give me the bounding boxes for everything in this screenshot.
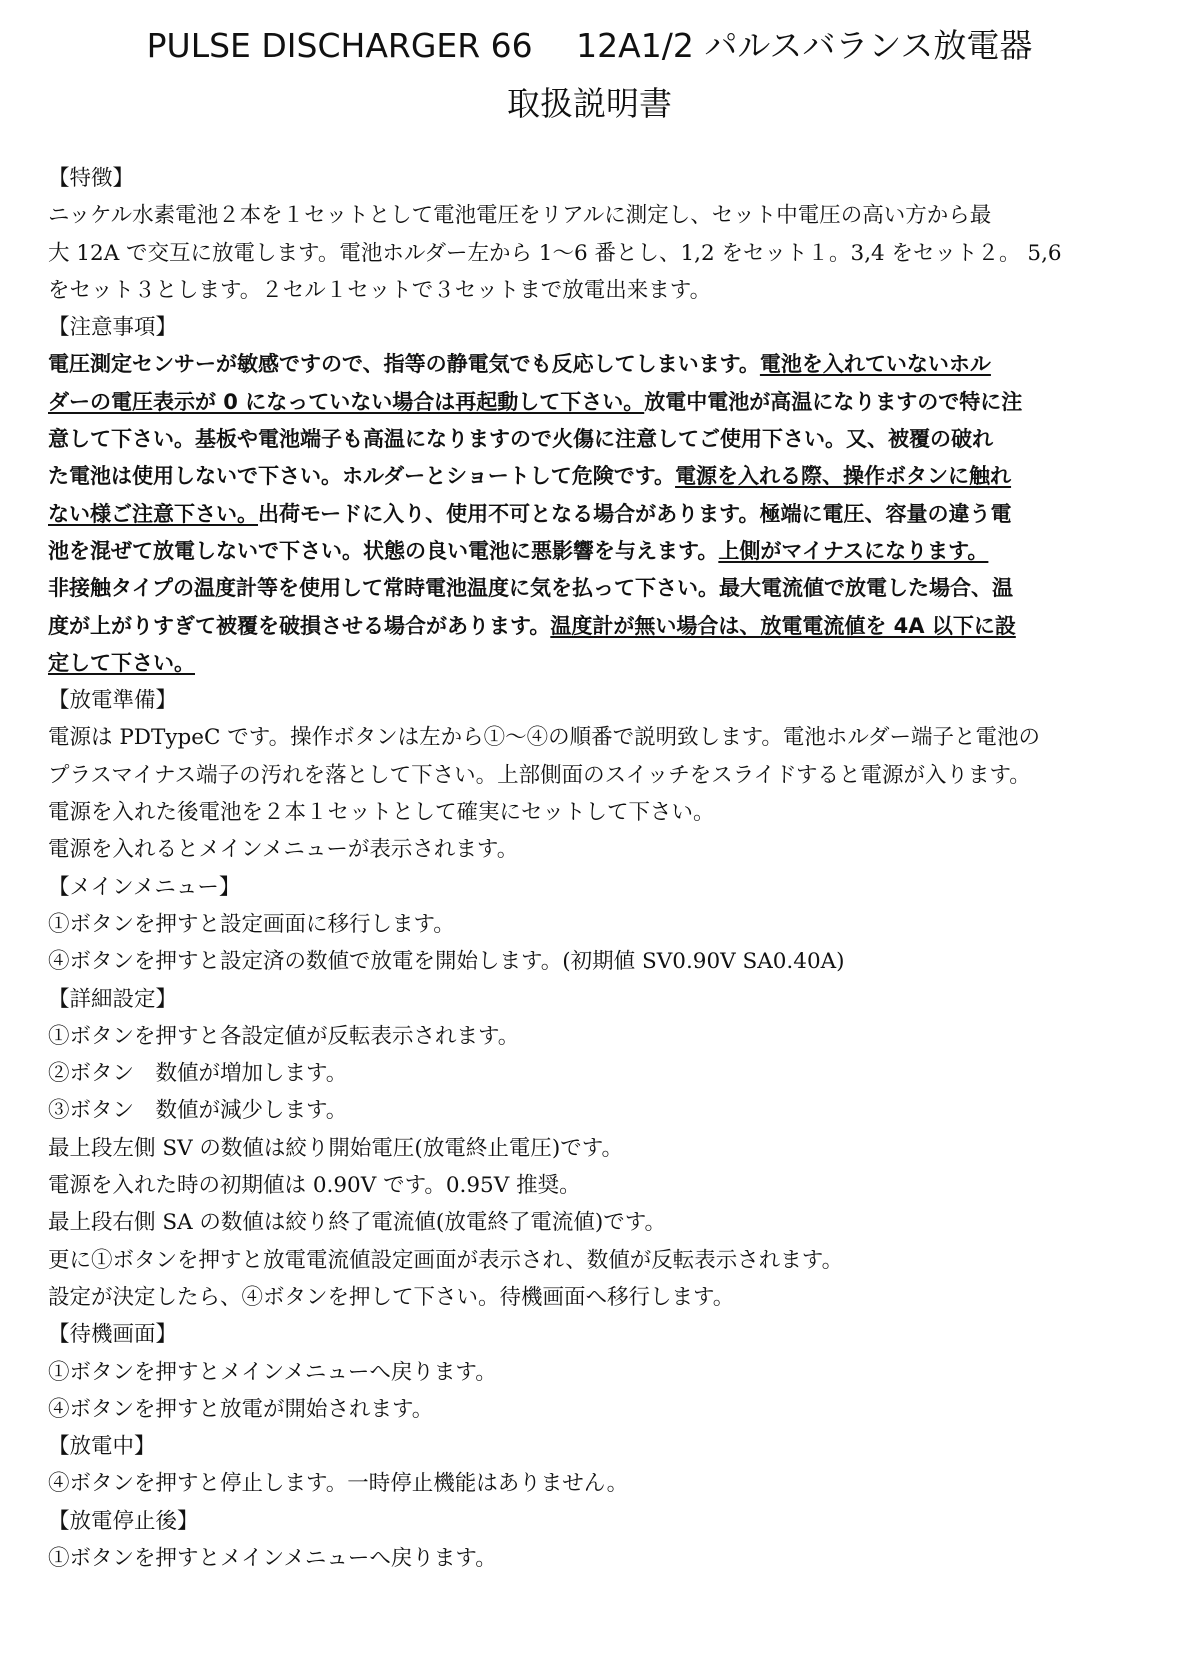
caution-line: [48, 458, 1130, 495]
discharging-line: ④ボタンを押すと停止します。一時停止機能はありません。: [48, 1471, 629, 1497]
section-heading-standby: 【待機画面】: [48, 1322, 178, 1348]
caution-underlined-text: 電源を入れる際、操作ボタンに触れ: [675, 464, 1012, 489]
detail-line: ③ボタン 数値が減少します。: [48, 1098, 348, 1124]
prep-line: プラスマイナス端子の汚れを落として下さい。上部側面のスイッチをスライドすると電源が入ります。: [48, 762, 1031, 788]
section-heading-discharging: 【放電中】: [48, 1434, 156, 1460]
features-line: 大 12A で交互に放電します。電池ホルダー左から 1〜6 番とし、1,2 をセット１。3,4 をセット２。 5,6: [48, 240, 1062, 266]
caution-underlined-text: 温度計が無い場合は、放電電流値を 4A 以下に設: [550, 613, 1016, 638]
caution-underlined-text: 上側がマイナスになります。: [718, 538, 989, 563]
detail-line: 最上段右側 SA の数値は絞り終了電流値(放電終了電流値)です。: [48, 1210, 666, 1236]
features-line: ニッケル水素電池２本を１セットとして電池電圧をリアルに測定し、セット中電圧の高い方から最: [48, 203, 992, 229]
detail-line: 電源を入れた時の初期値は 0.90V です。0.95V 推奨。: [48, 1173, 581, 1199]
caution-text: 電圧測定センサーが敏感ですので、指等の静電気でも反応してしまいます。: [48, 352, 760, 377]
detail-line: ②ボタン 数値が増加します。: [48, 1061, 348, 1087]
prep-line: 電源は PDTypeC です。操作ボタンは左から①〜④の順番で説明致します。電池ホルダー端子と電池の: [48, 725, 1041, 751]
section-heading-features: 【特徴】: [48, 166, 135, 191]
caution-text: 出荷モードに入り、使用不可となる場合があります。極端に電圧、容量の違う電: [258, 501, 1012, 526]
standby-line: ①ボタンを押すとメインメニューへ戻ります。: [48, 1359, 497, 1385]
caution-underlined-text: 定して下さい。: [48, 650, 195, 675]
doc-title: PULSE DISCHARGER 66 12A1/2 パルスバランス放電器: [146, 26, 1033, 65]
caution-underlined-text: 電池を入れていないホル: [759, 352, 991, 377]
caution-line: [48, 570, 1130, 607]
caution-text: 池を混ぜて放電しないで下さい。状態の良い電池に悪影響を与えます。: [48, 538, 719, 563]
detail-line: 最上段左側 SV の数値は絞り開始電圧(放電終止電圧)です。: [48, 1135, 623, 1161]
caution-underlined-text: ない様ご注意下さい。: [48, 501, 258, 526]
caution-line: [48, 533, 1130, 570]
features-line: をセット３とします。２セル１セットで３セットまで放電出来ます。: [48, 277, 712, 303]
caution-paragraph: [48, 346, 1130, 682]
caution-text: た電池は使用しないで下さい。ホルダーとショートして危険です。: [48, 464, 676, 489]
doc-subtitle: 取扱説明書: [507, 84, 672, 123]
section-heading-detail: 【詳細設定】: [48, 986, 178, 1012]
after-stop-line: ①ボタンを押すとメインメニューへ戻ります。: [48, 1545, 497, 1571]
section-heading-prep: 【放電準備】: [48, 688, 178, 714]
detail-line: 設定が決定したら、④ボタンを押して下さい。待機画面へ移行します。: [48, 1284, 735, 1310]
detail-line: ①ボタンを押すと各設定値が反転表示されます。: [48, 1023, 520, 1049]
caution-underlined-text: ダーの電圧表示が 0 になっていない場合は再起動して下さい。: [48, 389, 645, 414]
detail-line: 更に①ボタンを押すと放電電流値設定画面が表示され、数値が反転表示されます。: [48, 1247, 844, 1273]
section-heading-after-stop: 【放電停止後】: [48, 1508, 199, 1534]
standby-line: ④ボタンを押すと放電が開始されます。: [48, 1396, 434, 1422]
caution-line: [48, 346, 1130, 383]
prep-line: 電源を入れた後電池を２本１セットとして確実にセットして下さい。: [48, 800, 715, 826]
prep-line: 電源を入れるとメインメニューが表示されます。: [48, 837, 519, 863]
main-menu-line: ④ボタンを押すと設定済の数値で放電を開始します。(初期値 SV0.90V SA0.40A): [48, 949, 845, 975]
caution-line: [48, 421, 1130, 458]
caution-text: 放電中電池が高温になりますので特に注: [644, 389, 1023, 414]
section-heading-main-menu: 【メインメニュー】: [48, 874, 241, 900]
caution-line: [48, 608, 1130, 645]
caution-line: [48, 645, 1130, 682]
caution-text: 非接触タイプの温度計等を使用して常時電池温度に気を払って下さい。最大電流値で放電した場合、温: [48, 576, 1013, 601]
caution-text: 度が上がりすぎて被覆を破損させる場合があります。: [48, 613, 551, 638]
caution-line: [48, 384, 1130, 421]
caution-text: 意して下さい。基板や電池端子も高温になりますので火傷に注意してご使用下さい。又、被覆の破れ: [48, 427, 993, 452]
section-heading-caution: 【注意事項】: [48, 315, 178, 341]
main-menu-line: ①ボタンを押すと設定画面に移行します。: [48, 911, 455, 937]
caution-line: [48, 496, 1130, 533]
doc-body: [48, 160, 1130, 1577]
